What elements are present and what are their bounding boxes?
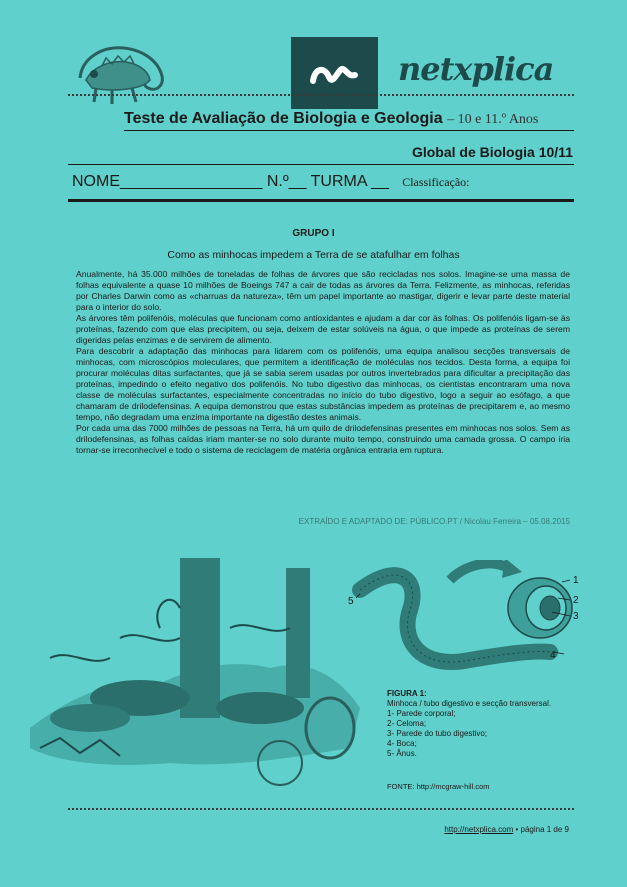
page-number: • página 1 de 9 <box>515 825 569 834</box>
label-5: 5 <box>348 596 354 607</box>
brand-name: netxplica <box>398 50 554 88</box>
footer-dotted-rule <box>68 808 574 810</box>
label-4: 4 <box>550 650 556 661</box>
header-dotted-rule <box>68 94 574 96</box>
figure-caption <box>387 689 557 759</box>
arrow-icon <box>450 563 510 580</box>
figure-title: FIGURA 1: <box>387 689 427 698</box>
page-title <box>124 110 538 128</box>
wave-logo-icon <box>291 37 378 109</box>
paragraph: Para descobrir a adaptação das minhocas para lidarem com os polifenóis, uma equipa analisou secções transversais de minhocas, com microscópios moleculares, que permitem a identificação de moléculas nos tecidos. Desta forma, a equipa foi procurar moléculas ditas surfactantes, que já se sabia serem usadas por outros invertebrados para dificultar a precipitação das proteínas, impedindo o efeito negativo dos polifenóis. No tubo digestivo das minhocas, os cientistas encontraram uma nova classe de moléculas surfactantes, especialmente concentradas no início do tubo digestivo, logo a seguir ao esófago, a que chamaram de drilodefensinas. A equipa demonstrou que estas substâncias impedem as proteínas de precipitarem e, ao mesmo tempo, não degradam uma enzima importante na digestão destes animais. <box>76 346 570 422</box>
label-3: 3 <box>573 611 579 622</box>
netxplica-logo-box <box>291 37 378 109</box>
label-1: 1 <box>573 575 579 586</box>
classificacao-label: Classificação: <box>402 175 470 189</box>
figure-source: FONTE: http://mcgraw-hill.com <box>387 782 490 791</box>
article-source: EXTRAÍDO E ADAPTADO DE: PÚBLICO.PT / Nicolau Ferreira – 05.08.2015 <box>298 517 570 526</box>
article-body <box>76 269 570 456</box>
title-sub: – 10 e 11.º Anos <box>447 112 539 127</box>
caption-line: 5- Ânus. <box>387 749 417 758</box>
caption-line: 1- Parede corporal; <box>387 709 456 718</box>
student-fields <box>72 173 470 191</box>
forest-floor-illustration <box>30 548 370 810</box>
label-2: 2 <box>573 595 579 606</box>
title-main: Teste de Avaliação de Biologia e Geologia <box>124 110 443 127</box>
page-footer <box>444 825 569 834</box>
exam-title: Global de Biologia 10/11 <box>411 144 573 160</box>
nome-line: NOME________________ N.º__ TURMA __ <box>72 173 389 190</box>
caption-line: 4- Boca; <box>387 739 417 748</box>
header-thick-rule <box>68 199 574 202</box>
paragraph: Por cada uma das 7000 milhões de pessoas na Terra, há um quilo de drilodefensinas presentes em minhocas nos solos. Sem as drilodefensinas, as folhas caídas iriam manter-se no solo durante muito tempo, construindo uma camada grossa. O campo iria tornar-se irreconhecível e todo o sistema de reciclagem de matéria orgânica entraria em ruptura. <box>76 423 570 455</box>
paragraph: As árvores têm polifenóis, moléculas que funcionam como antioxidantes e ajudam a dar cor às folhas. Os polifenóis ligam-se às proteínas, fazendo com que elas precipitem, ou seja, deixem de estar solúveis na água, o que impede as proteínas de serem digeridas pelas enzimas e de servirem de alimento. <box>76 313 570 345</box>
paragraph: Anualmente, há 35.000 milhões de toneladas de folhas de árvores que são recicladas nos solos. Imagine-se uma massa de folhas equivalente a quase 10 milhões de Boeings 747 a cair de todas as árvores da Terra. Felizmente, as minhocas, referidas por Charles Darwin como as «charruas da natureza», têm um papel importante ao mastigar, digerir e levar parte deste material para o interior do solo. <box>76 269 570 312</box>
footer-link[interactable]: http://netxplica.com <box>444 825 514 834</box>
caption-line: Minhoca / tubo digestivo e secção transversal. <box>387 699 552 708</box>
earthworm-diagram <box>340 560 580 690</box>
caption-line: 3- Parede do tubo digestivo; <box>387 729 488 738</box>
exam-rule <box>68 164 574 165</box>
title-rule <box>124 130 574 131</box>
caption-line: 2- Celoma; <box>387 719 427 728</box>
article-title: Como as minhocas impedem a Terra de se atafulhar em folhas <box>167 249 460 261</box>
group-heading: GRUPO I <box>292 228 335 239</box>
